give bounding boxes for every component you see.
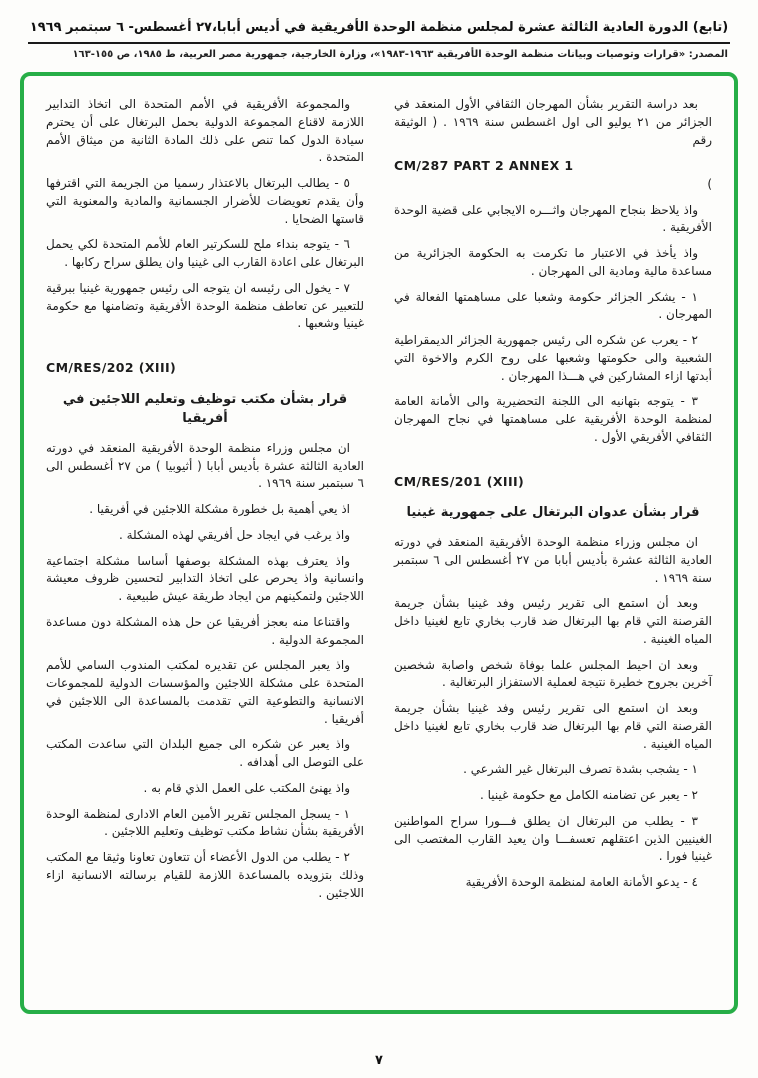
paragraph: واذ يعبر عن شكره الى جميع البلدان التي ساعدت المكتب على التوصل الى أهدافه .: [46, 737, 364, 770]
paragraph: ١ - يسجل المجلس تقرير الأمين العام الادارى لمنظمة الوحدة الأفريقية بشأن نشاط مكتب توظيف وتعليم اللاجئين .: [46, 806, 364, 839]
paragraph: واذ يأخذ في الاعتبار ما تكرمت به الحكومة الجزائرية من مساعدة مالية ومادية الى المهرجان .: [394, 246, 712, 278]
paragraph: ١ - يشكر الجزائر حكومة وشعبا على مساهمتها الفعالة في المهرجان .: [394, 289, 712, 322]
paragraph: وبعد أن استمع الى تقرير رئيس وفد غينيا بشأن جريمة القرصنة التي قام بها البرتغال ضد قارب بخاري تابع لغينيا داخل المياه الغينية .: [394, 596, 712, 646]
paragraph: واذ يهنئ المكتب على العمل الذي قام به .: [143, 780, 350, 795]
header-divider: [28, 42, 730, 44]
paragraph: ٣ - يتوجه بتهانيه الى اللجنة التحضيرية والى الأمانة العامة لمنظمة الوحدة الأفريقية على مساهمتها في نجاح المهرجان الثقافي الأفريقي الأول .: [394, 394, 712, 444]
paragraph: والمجموعة الأفريقية في الأمم المتحدة الى اتخاذ التدابير اللازمة لاقناع المجموعة الدولية بحمل البرتغال على أن يحترم سيادة الدول كما تنص على ذلك المادة الثانية من ميثاق الأمم المتحدة .: [46, 97, 364, 165]
header-title: (تابع) الدورة العادية الثالثة عشرة لمجلس منظمة الوحدة الأفريقية في أديس أبابا،٢٧ أغسطس- ٦ سبتمبر ١٩٦٩: [29, 20, 729, 35]
document-ref-code: CM/287 PART 2 ANNEX 1: [394, 158, 574, 174]
paragraph: ٢ - يعرب عن شكره الى رئيس جمهورية الجزائر الديمقراطية الشعبية والى حكومتها وشعبها على روح الكرم والاخوة التي أبدتها ازاء المشاركين في هـــذا المهرجان .: [394, 333, 712, 383]
paragraph: واذ يرغب في ايجاد حل أفريقي لهذه المشكلة .: [118, 527, 350, 542]
paragraph: ان مجلس وزراء منظمة الوحدة الأفريقية المنعقد في دورته العادية الثالثة عشرة بأديس أبابا من ٢٧ أغسطس الى ٦ سبتمبر سنة ١٩٦٩ .: [394, 535, 712, 585]
paragraph: ٢ - يعبر عن تضامنه الكامل مع حكومة غينيا .: [480, 788, 698, 803]
paragraph: ٣ - يطلب من البرتغال ان يطلق فـــورا سراح المواطنين الغينيين الذين اعتقلهم تعسفـــا وان يعيد القارب المغتصب الى غينيا فورا .: [394, 813, 712, 864]
resolution-code: CM/RES/202 (XIII): [46, 360, 177, 375]
closing-paren: ): [707, 176, 712, 191]
resolution-title: قرار بشأن عدوان البرتغال على جمهورية غينيا: [406, 505, 700, 520]
page-number: ٧: [375, 1053, 383, 1068]
paragraph: واذ يعترف بهذه المشكلة بوصفها أساسا مشكلة اجتماعية وانسانية واذ يحرص على اتخاذ التدابير لتحسين ظروف معيشة اللاجئين ولتمكينهم من ايجاد طريقة عيش طبيعية .: [46, 553, 364, 604]
paragraph: وبعد ان احيط المجلس علما بوفاة شخص واصابة شخصين آخرين بجروح خطيرة نتيجة لعملية الاستفزاز البرتغالية .: [394, 657, 712, 690]
paragraph: وبعد ان استمع الى تقرير رئيس وفد غينيا بشأن جريمة القرصنة التي قام بها البرتغال ضد قارب بخاري تابع لغينيا داخل المياه الغينية .: [394, 701, 712, 751]
paragraph: ان مجلس وزراء منظمة الوحدة الأفريقية المنعقد في دورته العادية الثالثة عشرة بأديس أبابا ( أثيوبيا ) من ٢٧ أغسطس الى ٦ سبتمبر سنة ١٩٦٩ .: [46, 440, 364, 491]
paragraph: بعد دراسة التقرير بشأن المهرجان الثقافي الأول المنعقد في الجزائر من ٢١ يوليو الى اول اغسطس سنة ١٩٦٩ . ( الوثيقة رقم: [394, 97, 713, 147]
paragraph: واذ يعبر المجلس عن تقديره لمكتب المندوب السامي للأمم المتحدة على مشكلة اللاجئين والمؤسسات الدولية للمجموعات الانسانية والتطوعية التي تقدمت بالمساعدة الى اللاجئين في أفريقيا .: [46, 658, 364, 726]
content-border-box: [20, 72, 738, 1014]
paragraph: ٦ - يتوجه بنداء ملح للسكرتير العام للأمم المتحدة لكي يحمل البرتغال على اعادة القارب الى غينيا وان يطلق سراح ركابها .: [46, 237, 364, 269]
source-line: المصدر: «قرارات وتوصيات وبيانات منظمة الوحدة الأفريقية ١٩٦٣-١٩٨٣»، وزارة الخارجية، جمهورية مصر العربية، ط ١٩٨٥، ص ١٥٥-١٦٣: [72, 49, 728, 60]
two-column-layout: [46, 96, 712, 990]
column-right: [394, 96, 712, 990]
paragraph: ٧ - يخول الى رئيسه ان يتوجه الى رئيس جمهورية غينيا ببرقية للتعبير عن تعاطف منظمة الوحدة الأفريقية وتضامنها مع حكومة غينيا وشعبها .: [46, 280, 364, 331]
resolution-title: قرار بشأن مكتب توظيف وتعليم اللاجئين في أفريقيا: [62, 391, 348, 426]
paragraph: ١ - يشجب بشدة تصرف البرتغال غير الشرعي .: [463, 762, 698, 777]
page-header: [14, 16, 744, 60]
paragraph: واقتناعا منه بعجز أفريقيا عن حل هذه المشكلة دون مساعدة المجموعة الدولية .: [46, 614, 364, 647]
paragraph: ٤ - يدعو الأمانة العامة لمنظمة الوحدة الأفريقية: [465, 875, 698, 890]
column-left: [46, 96, 364, 990]
page-footer: [0, 1049, 758, 1068]
paragraph: اذ يعي أهمية بل خطورة مشكلة اللاجئين في أفريقيا .: [89, 502, 350, 517]
paragraph: ٢ - يطلب من الدول الأعضاء أن تتعاون تعاونا وثيقا مع المكتب وذلك بتزويده بالمساعدة اللازمة للقيام برسالته الانسانية ازاء اللاجئين .: [46, 850, 364, 900]
resolution-code: CM/RES/201 (XIII): [394, 473, 525, 489]
paragraph: واذ يلاحظ بنجاح المهرجان واثـــره الايجابي على قضية الوحدة الأفريقية .: [394, 202, 712, 235]
paragraph: ٥ - يطالب البرتغال بالاعتذار رسميا من الجريمة التي اقترفها وأن يقدم تعويضات للأضرار الجسمانية والمادية والمعنوية التي قاستها الضحايا .: [46, 176, 364, 226]
